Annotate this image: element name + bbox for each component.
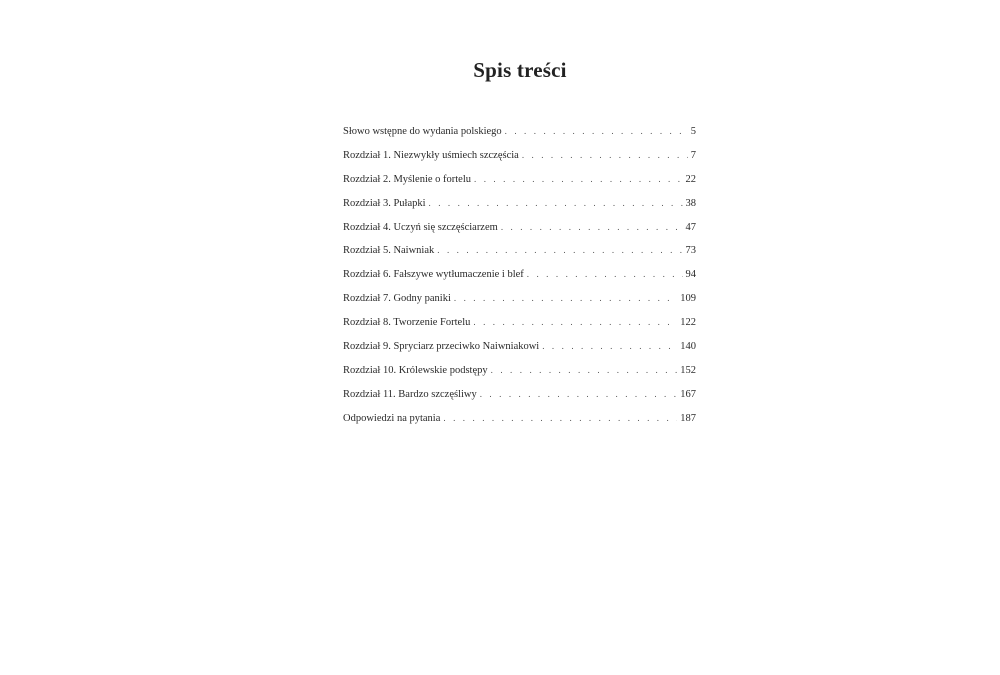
toc-entry-page: 140	[680, 341, 696, 353]
toc-entry-label: Rozdział 9. Spryciarz przeciwko Naiwniakowi	[343, 341, 540, 353]
toc-leader-dots	[429, 198, 683, 208]
toc-leader-dots	[505, 126, 688, 136]
toc-entry-page: 152	[680, 364, 696, 376]
toc-entry-label: Odpowiedzi na pytania	[343, 412, 441, 424]
toc-leader-dots	[480, 389, 678, 399]
toc-entry-page: 38	[685, 197, 696, 209]
toc-entry	[343, 150, 696, 174]
toc-entry	[343, 126, 696, 150]
toc-leader-dots	[473, 317, 677, 327]
toc-entry-page: 94	[685, 269, 696, 281]
toc-leader-dots	[527, 269, 683, 279]
toc-entry-label: Rozdział 1. Niezwykły uśmiech szczęścia	[343, 149, 519, 161]
toc-entry-page: 22	[685, 173, 696, 185]
toc-entry-label: Rozdział 3. Pułapki	[343, 197, 426, 209]
toc-title: Spis treści	[473, 58, 567, 82]
toc-entry-label: Rozdział 10. Królewskie podstępy	[343, 364, 488, 376]
toc-entry	[343, 222, 696, 246]
toc-list	[343, 126, 696, 437]
toc-entry	[343, 245, 696, 269]
toc-entry-label: Rozdział 6. Fałszywe wytłumaczenie i blef	[343, 269, 524, 281]
toc-entry	[343, 413, 696, 437]
toc-entry-label: Rozdział 7. Godny paniki	[343, 293, 451, 305]
toc-entry-label: Rozdział 11. Bardzo szczęśliwy	[343, 388, 477, 400]
toc-entry	[343, 293, 696, 317]
toc-leader-dots	[443, 413, 677, 423]
toc-entry-page: 122	[680, 317, 696, 329]
toc-entry-page: 47	[685, 221, 696, 233]
toc-leader-dots	[491, 365, 678, 375]
toc-entry-page: 7	[690, 149, 696, 161]
toc-leader-dots	[454, 293, 677, 303]
toc-entry-label: Rozdział 5. Naiwniak	[343, 245, 435, 257]
toc-leader-dots	[522, 150, 688, 160]
toc-entry	[343, 389, 696, 413]
toc-entry-page: 5	[690, 126, 696, 137]
toc-entry-page: 167	[680, 388, 696, 400]
toc-entry-page: 187	[680, 412, 696, 424]
toc-leader-dots	[542, 341, 677, 351]
toc-entry-page: 109	[680, 293, 696, 305]
toc-entry-label: Rozdział 8. Tworzenie Fortelu	[343, 317, 471, 329]
toc-leader-dots	[474, 174, 682, 184]
toc-entry-label: Słowo wstępne do wydania polskiego	[343, 126, 502, 137]
toc-entry	[343, 198, 696, 222]
toc-leader-dots	[437, 245, 682, 255]
toc-leader-dots	[501, 222, 683, 232]
toc-entry	[343, 174, 696, 198]
toc-entry-label: Rozdział 4. Uczyń się szczęściarzem	[343, 221, 498, 233]
toc-entry	[343, 269, 696, 293]
toc-entry	[343, 317, 696, 341]
toc-entry-page: 73	[685, 245, 696, 257]
toc-entry	[343, 341, 696, 365]
toc-entry-label: Rozdział 2. Myślenie o fortelu	[343, 173, 472, 185]
toc-entry	[343, 365, 696, 389]
